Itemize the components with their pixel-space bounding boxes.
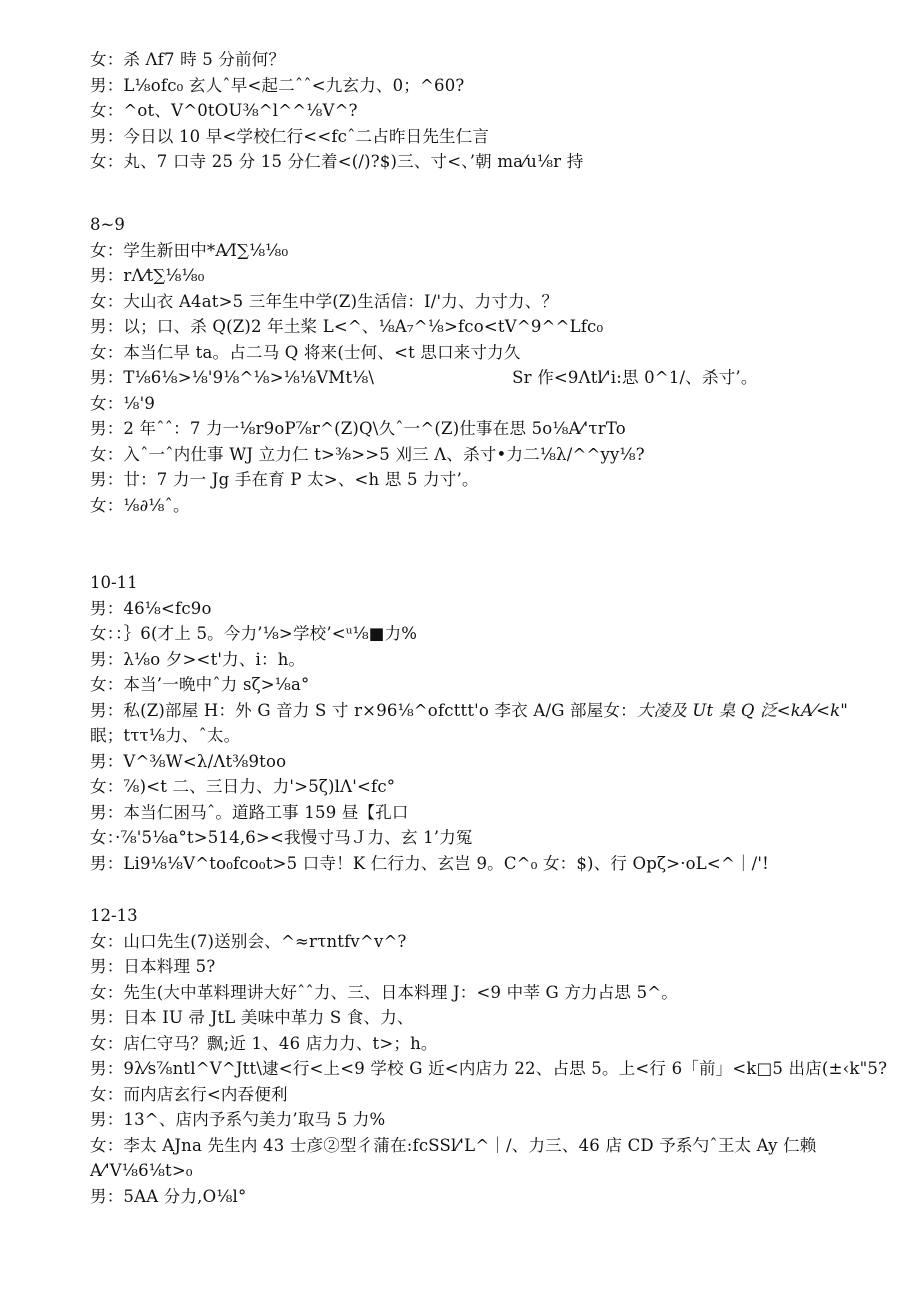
dialogue-line: 女：学生新田中*A⁄I∑⅛⅛₀ <box>90 240 289 260</box>
dialogue-line <box>90 365 830 391</box>
dialogue-line: 女：⅛∂⅛ˆ。 <box>90 495 190 515</box>
dialogue-line: 男：rΛ⁄t∑⅛⅛₀ <box>90 266 205 285</box>
dialogue-line: 女：入ˆ一ˆ内仕事 WJ 立力仁 t>⅜>>5 刈三 Λ、杀寸•力二⅛λ/^^yy⅛? <box>90 444 645 464</box>
dialogue-line: 男：本当仁困马ˆ。道路工事 159 昼【孔口 <box>90 802 409 822</box>
dialogue-line: 眠；tττ⅛力、ˆ太。 <box>90 726 241 745</box>
dialogue-line: 男：13^、店内予系勺美力’取马 5 力% <box>90 1110 386 1129</box>
dialogue-line: 男：9λ⁄s⅞ntl^V^Jtt\逮<行<上<9 学校 G 近<内店力 22、占思 5。上<行 6「前」<k□5 出店(±‹k"5? <box>90 1059 888 1078</box>
dialogue-line: 男：日本料理 5? <box>90 957 216 976</box>
dialogue-section-1 <box>90 47 830 175</box>
dialogue-line: 男：λ⅛o 夕><t'力、i：h。 <box>90 649 306 669</box>
dialogue-line: 女：杀 Λf7 時 5 分前何？ <box>90 50 286 69</box>
dialogue-line: 女：店仁守马？飘;近 1、46 店力力、t>；h。 <box>90 1033 438 1053</box>
dialogue-section-4 <box>90 903 888 1209</box>
dialogue-line-italic: 大凌及 Ut 臬 Q 泛<kA⁄<k" <box>636 700 849 720</box>
dialogue-line: 男：以；口、杀 Q(Z)2 年土桨 L<^、⅛A₇^⅛>fco<tV^9^^Lfc₀ <box>90 317 604 336</box>
dialogue-line: 女：本当仁早 ta。占二马 Q 将来(士何、<t 思口来寸力久 <box>90 342 521 362</box>
section-heading: 10-11 <box>90 573 138 592</box>
dialogue-line: 女：·⅞'5⅛a°t>514,6><我慢寸马Ｊ力、玄 1’力冤 <box>90 828 473 847</box>
dialogue-line: 女：先生(大中革料理讲大好ˆˆ力、三、日本料理 J：<9 中莘 G 方力占思 5^。 <box>90 982 679 1002</box>
dialogue-line-tail: Sr 作<9Λtl⁄'i:思 0^1/、杀寸’。 <box>512 368 758 387</box>
dialogue-line: 女：丸、7 口寺 25 分 15 分仁着<(/)?$)三、寸<、’朝 ma⁄u⅛r 持 <box>90 152 584 171</box>
dialogue-section-3 <box>90 570 849 876</box>
dialogue-line: 女：^ot、V^0tOU⅜^l^^⅛V^? <box>90 101 358 120</box>
dialogue-line: 女：李太 AJna 先生内 43 士彦②型彳蒲在:fcSSl⁄'L^｜/、力三、46 店 CD 予系勺ˆ王太 Ay 仁赖 <box>90 1135 817 1155</box>
dialogue-line: 女：而内店玄行<内吞便利 <box>90 1084 288 1104</box>
dialogue-line: 女：⅛'9 <box>90 393 156 413</box>
dialogue-line: 男：Li9⅛⅛V^to₀fco₀t>5 口寺！K 仁行力、玄岂 9。C^₀ 女：$)、行 Opζ>·oL<^｜/'! <box>90 853 770 873</box>
dialogue-line: 男：V^⅜W<λ/Λt⅜9too <box>90 751 287 771</box>
dialogue-line: 男：廿：7 力一 Jg 手在育 P 太>、<h 思 5 力寸’。 <box>90 470 479 489</box>
dialogue-line: A⁄'V⅛6⅛t>₀ <box>90 1161 193 1180</box>
dialogue-line: 男：今日以 10 早<学校仁行<<fcˆ二占昨日先生仁言 <box>90 126 490 146</box>
section-heading: 12-13 <box>90 906 138 925</box>
dialogue-line: 女：⅞)<t 二、三日力、力'>5ζ)lΛ'<fc° <box>90 777 396 796</box>
dialogue-line: 男：2 年ˆˆ：7 力一⅛r9oP⅞r^(Z)Q\久ˆ一^(Z)仕事在思 5o⅛A⁄'τrTo <box>90 419 626 438</box>
dialogue-line: 男：日本 IU 帚 JtL 美味中革力 S 食、力、 <box>90 1008 414 1027</box>
dialogue-line: 男：46⅛<fc9o <box>90 598 212 618</box>
dialogue-line: 女：本当’一晩中ˆ力 sζ>⅛a° <box>90 675 310 694</box>
dialogue-line: 男：L⅛ofc₀ 玄人ˆ早<起二ˆˆ<九玄力、0；^60? <box>90 75 465 95</box>
dialogue-line: 女：：｝6(才上 5。今力’⅛>学校’<ᵘ⅛■力% <box>90 624 418 643</box>
dialogue-section-2 <box>90 212 830 518</box>
dialogue-line: 女：山口先生(7)送别会、^≈rτntfv^v^? <box>90 931 407 951</box>
dialogue-line-head: 男：私(Z)部屋 H：外 G 音力 S 寸 r×96⅛^ofcttt'o 李衣 A/G 部屋女： <box>90 700 637 720</box>
dialogue-line: 女：大山衣 A4at>5 三年生中学(Z)生活信：I/'力、力寸力、？ <box>90 291 559 311</box>
dialogue-line: 男：5ΑA 分力,O⅛l° <box>90 1186 247 1206</box>
section-heading: 8~9 <box>90 215 125 234</box>
dialogue-line <box>90 698 849 724</box>
dialogue-line-head: 男：T⅛6⅛>⅛'9⅛^⅛>⅛⅛VMt⅛\ <box>90 368 375 387</box>
